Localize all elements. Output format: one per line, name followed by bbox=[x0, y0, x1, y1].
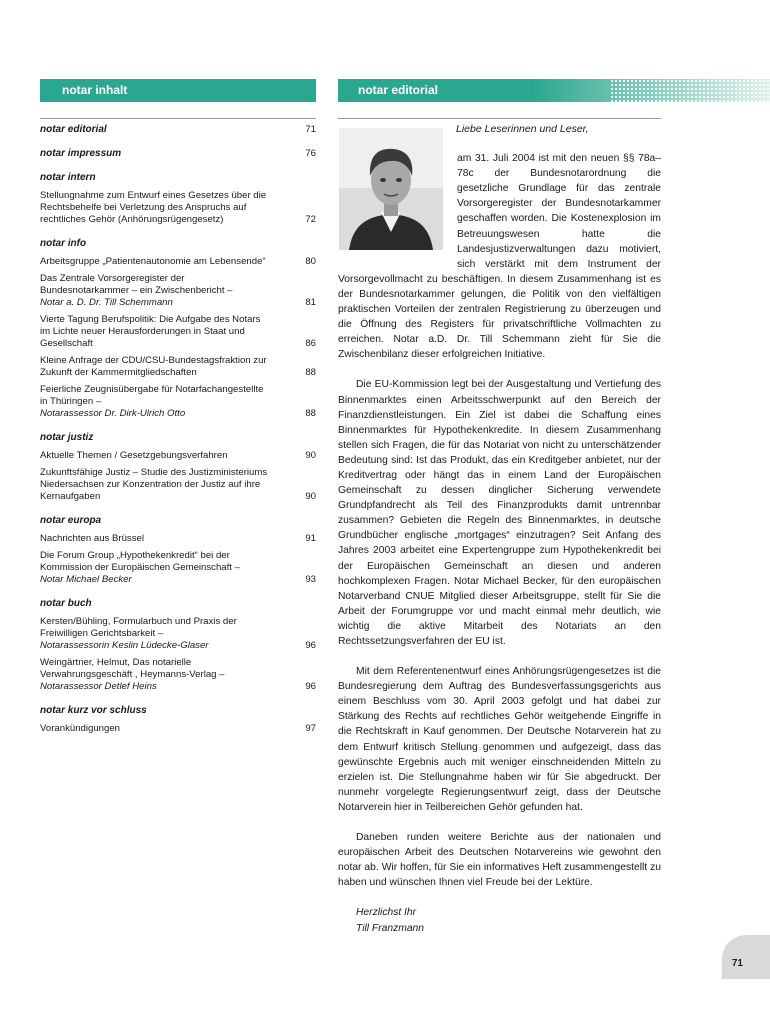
toc-page-number: 71 bbox=[305, 124, 316, 135]
toc-entry-text bbox=[40, 657, 270, 693]
editorial-paragraph: Die EU-Kommission legt bei der Ausgestaltung und Vertiefung des Binnenmarktes einen Arbeitsschwerpunkt auf den Bereich der Finanzdienstleistungen. Ein Ziel ist dabei die Schaffung eines Binnenmarktes für Hypothekenkredite. In diesem Zusammenhang stellen sich Fragen, die für das Notariat von nicht zu unterschätzender Bedeutung sind: Ist das Produkt, das ein Kreditgeber anbietet, nur der Kreditvertrag oder hängt das in einem Land der Europäischen Gemeinschaft zu dessen dinglicher Sicherung verwendete Grundpfandrecht als Teil des Finanzprodukts damit untrennbar zusammen? Gebieten die Regeln des Binnenmarktes, in deutsche Grundbücher englische „mortgages“ einzutragen? Seit Anfang des Jahres 2003 arbeitet eine Expertengruppe zum Hypothekenkredit bei der Europäischen Gemeinschaft an diesen und anderen hochkomplexen Fragen. Notar Michael Becker, für den europäischen Notarverband CNUE Mitglied dieser Arbeitsgruppe, stellt für Sie die Arbeit der Forumgruppe vor und macht einmal mehr deutlich, wie wichtig die aktive Mitarbeit des Notariats an den Rechtssetzungsverfahren der EU ist. bbox=[338, 379, 661, 647]
editorial-paragraph: am 31. Juli 2004 ist mit den neuen §§ 78a–78c der Bundesnotarordnung die gesetzliche Grundlage für das zentrale Vorsorgeregister der Bundesnotarkammer geschaffen worden. Die Kostenexplosion im Betreuungswesen hatte die Landesjustizverwaltungen dazu motiviert, sich verstärkt mit dem Instrument der Vorsorgevollmacht zu beschäftigen. In diesem Zusammenhang ist es der Bundesnotarkammer gelungen, die Politik von den vielfältigen praktischen Vorteilen der zentralen Registrierung zu überzeugen und die Öffnung des Registers für privatschriftliche Vollmachten zu erreichen. Notar a.D. Dr. Till Schemmann zieht für Sie die Zwischenbilanz dieser erfolgreichen Initiative. bbox=[338, 153, 661, 361]
toc-section-title: notar kurz vor schluss bbox=[40, 705, 147, 716]
toc-entry-text bbox=[40, 450, 270, 462]
toc-entry-text bbox=[40, 550, 270, 586]
toc-entry-title: Arbeitsgruppe „Patientenautonomie am Lebensende“ bbox=[40, 256, 266, 267]
toc-entry bbox=[40, 384, 316, 420]
editorial-header-title: notar editorial bbox=[358, 83, 439, 97]
page-corner-tab bbox=[722, 935, 770, 979]
toc-section-title: notar intern bbox=[40, 172, 96, 183]
toc-section-title: notar impressum bbox=[40, 148, 122, 159]
toc-entry bbox=[40, 256, 316, 268]
toc-entry-text bbox=[40, 616, 270, 652]
toc-entry-text bbox=[40, 467, 270, 503]
toc-entry bbox=[40, 355, 316, 379]
toc-page-number: 97 bbox=[305, 723, 316, 734]
editorial-paragraph: Mit dem Referentenentwurf eines Anhörungsrügengesetzes ist die Bundesregierung dem Auftrag des Bundesverfassungsgerichts aus einem Beschluss vom 30. April 2003 gefolgt und hat dabei zur Stärkung des Rechts auf rechtliches Gehör weitgehende Eingriffe in die Rechtskraft in Kauf genommen. Der Deutsche Notarverein hat zu dem Entwurf kritisch Stellung genommen und aufgezeigt, dass das gewünschte Ergebnis auch mit weniger einschneidenden Mitteln zu erzielen ist. Die Stellungnahme haben wir für Sie abgedruckt. Der nunmehr vorgelegte Regierungsentwurf zeigt, dass der Deutsche Notarverein hier in Teilbereichen Gehör gefunden hat. bbox=[338, 666, 661, 813]
closing: Herzlichst Ihr bbox=[356, 907, 417, 919]
toc-entry-author: Notar Michael Becker bbox=[40, 574, 132, 585]
toc-page-number: 80 bbox=[305, 256, 316, 267]
toc-section-title: notar buch bbox=[40, 598, 92, 609]
toc-entry-title: Feierliche Zeugnisübergabe für Notarfachangestellte in Thüringen – bbox=[40, 384, 264, 407]
toc-divider bbox=[40, 118, 316, 119]
toc-entry-title: Aktuelle Themen / Gesetzgebungsverfahren bbox=[40, 450, 228, 461]
toc-entry-author: Notarassessor Detlef Heins bbox=[40, 681, 157, 692]
page-number: 71 bbox=[731, 958, 743, 969]
toc-header bbox=[40, 79, 316, 102]
toc-entry-title: Kleine Anfrage der CDU/CSU-Bundestagsfraktion zur Zukunft der Kammermitgliedschaften bbox=[40, 355, 267, 378]
toc-entry-text bbox=[40, 384, 270, 420]
toc-page-number: 88 bbox=[305, 408, 316, 419]
toc-page-number: 90 bbox=[305, 450, 316, 461]
toc-page-number: 96 bbox=[305, 640, 316, 651]
toc-entry-text bbox=[40, 273, 270, 309]
toc-entry-text bbox=[40, 256, 270, 268]
editorial-header bbox=[338, 79, 770, 102]
toc-page-number: 90 bbox=[305, 491, 316, 502]
toc-entry-title: Vierte Tagung Berufspolitik: Die Aufgabe des Notars im Lichte neuer Herausforderungen in Staat und Gesellschaft bbox=[40, 314, 261, 349]
toc-entry bbox=[40, 314, 316, 350]
toc-page-number: 93 bbox=[305, 574, 316, 585]
toc-entry-text bbox=[40, 190, 270, 226]
editorial-text bbox=[338, 122, 661, 936]
toc-page-number: 88 bbox=[305, 367, 316, 378]
toc-page-number: 81 bbox=[305, 297, 316, 308]
toc-entry bbox=[40, 190, 316, 226]
toc-section-title: notar info bbox=[40, 238, 87, 249]
toc-header-title: notar inhalt bbox=[62, 83, 128, 97]
toc-entry bbox=[40, 273, 316, 309]
toc-section-row bbox=[40, 124, 316, 136]
toc-section-title: notar justiz bbox=[40, 432, 94, 443]
toc-entry bbox=[40, 550, 316, 586]
toc-entry-text bbox=[40, 723, 270, 735]
toc-entry-author: Notarassessorin Keslin Lüdecke-Glaser bbox=[40, 640, 209, 651]
toc-page-number: 96 bbox=[305, 681, 316, 692]
toc-page-number: 86 bbox=[305, 338, 316, 349]
toc-entry-title: Stellungnahme zum Entwurf eines Gesetzes über die Rechtsbehelfe bei Verletzung des Anspruchs auf rechtliches Gehör (Anhörungsrügengesetz) bbox=[40, 190, 267, 225]
toc-page-number: 76 bbox=[305, 148, 316, 159]
toc-entry-text bbox=[40, 314, 270, 350]
toc-entry-title: Kersten/Bühling, Formularbuch und Praxis der Freiwilligen Gerichtsbarkeit – bbox=[40, 616, 237, 639]
toc-entry bbox=[40, 533, 316, 545]
toc-entry-title: Weingärtner, Helmut, Das notarielle Verwahrungsgeschäft , Heymanns-Verlag – bbox=[40, 657, 225, 680]
toc-entry-title: Die Forum Group „Hypothekenkredit“ bei der Kommission der Europäischen Gemeinschaft – bbox=[40, 550, 240, 573]
toc-entry bbox=[40, 467, 316, 503]
editorial-paragraph: Daneben runden weitere Berichte aus der nationalen und europäischen Arbeit des Deutschen Notarvereins wie gewohnt den notar ab. Wir hoffen, für Sie ein informatives Heft zusammengestellt zu haben und wünschen Ihnen viel Freude bei der Lektüre. bbox=[338, 832, 661, 889]
table-of-contents bbox=[40, 124, 316, 740]
toc-entry bbox=[40, 616, 316, 652]
toc-entry bbox=[40, 723, 316, 735]
toc-entry-author: Notar a. D. Dr. Till Schemmann bbox=[40, 297, 173, 308]
toc-page-number: 91 bbox=[305, 533, 316, 544]
toc-entry-title: Nachrichten aus Brüssel bbox=[40, 533, 144, 544]
toc-entry-text bbox=[40, 355, 270, 379]
editorial-paragraphs bbox=[338, 151, 661, 890]
toc-section-row bbox=[40, 148, 316, 160]
toc-entry-title: Das Zentrale Vorsorgeregister der Bundesnotarkammer – ein Zwischenbericht – bbox=[40, 273, 233, 296]
toc-entry bbox=[40, 657, 316, 693]
toc-entry bbox=[40, 450, 316, 462]
greeting: Liebe Leserinnen und Leser, bbox=[456, 123, 589, 135]
toc-section-title: notar europa bbox=[40, 515, 102, 526]
toc-page-number: 72 bbox=[305, 214, 316, 225]
toc-entry-author: Notarassessor Dr. Dirk-Ulrich Otto bbox=[40, 408, 186, 419]
toc-section-title: notar editorial bbox=[40, 124, 107, 135]
toc-entry-title: Zukunftsfähige Justiz – Studie des Justizministeriums Niedersachsen zur Konzentration der Justiz auf ihre Kernaufgaben bbox=[40, 467, 268, 502]
toc-entry-text bbox=[40, 533, 270, 545]
toc-entry-title: Vorankündigungen bbox=[40, 723, 121, 734]
editorial-divider bbox=[338, 118, 661, 119]
portrait-spacer bbox=[338, 151, 457, 261]
signature: Till Franzmann bbox=[356, 922, 425, 934]
